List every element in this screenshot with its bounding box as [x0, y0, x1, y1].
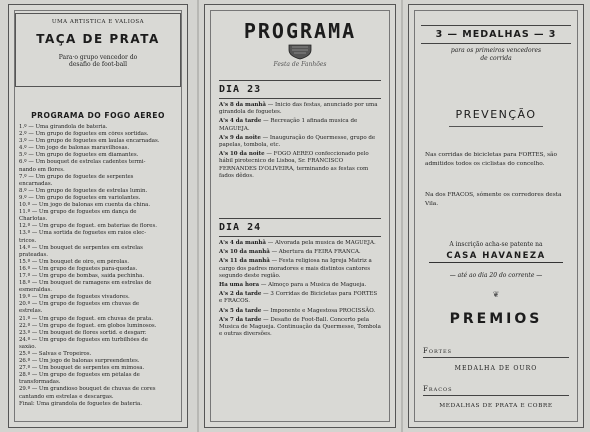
middle-panel: [204, 4, 396, 428]
event-time: A's 4 da tarde: [219, 118, 262, 125]
event-item: [219, 317, 381, 339]
fogo-item: 15.º — Um bouquet de oiro, em pérolas.: [19, 258, 129, 265]
event-time: A's 8 da manhã: [219, 102, 266, 108]
fogo-item: encarnadas.: [19, 180, 53, 187]
fogo-item: 25.º — Salvas e Tropeiros.: [19, 351, 92, 357]
event-description: — 3 Corridas de Bicicletas para FORTES e FRACOS.: [219, 291, 378, 305]
fogo-item: 12.º — Um grupo de foguet. em baterias de flores.: [19, 223, 157, 230]
event-description: — Abertura da FEIRA FRANCA.: [271, 249, 361, 256]
fogo-item: 27.º — Um bouquet de serpentes em mimosa.: [19, 365, 145, 372]
event-description: — Almoço para a Musica de Magueja.: [260, 282, 367, 289]
event-item: [219, 135, 381, 149]
trophy-sub2: desafio de foot-ball: [68, 61, 127, 68]
medalhas-sub1: para os primeiros vencedores: [450, 47, 542, 54]
fogo-item: 7.º — Um grupo de foguetes de serpentes: [19, 173, 134, 180]
event-item: [219, 258, 381, 280]
fogo-item: tricos.: [19, 237, 37, 244]
medalhas-sub2: de corrida: [480, 55, 512, 62]
day2-section: [219, 215, 381, 340]
event-item: [219, 118, 381, 132]
fogo-item: 8.º — Um grupo de foguetes de estrelas lumin.: [19, 187, 148, 194]
programa-subtitle: Festa de Fanhões: [273, 61, 327, 68]
event-description: — FOGO AEREO confeccionado pelo hábil pirotecnico de Lisboa, Sr. FRANCISCO FERNANDES D'OLIVEIRA, terminando as festas com fados dêdos.: [219, 151, 369, 179]
event-item: [219, 282, 381, 289]
event-time: A's 10 da noite: [219, 151, 265, 158]
event-time: A's 9 da noite: [219, 134, 261, 141]
casa-havaneza: CASA HAVANEZA: [429, 251, 563, 263]
day2-heading: DIA 24: [219, 222, 262, 233]
divider: [423, 357, 569, 358]
fogo-item: 17.º — Um grupo de bombas, saída pechinha.: [19, 272, 145, 279]
divider: [219, 80, 381, 81]
event-item: [219, 308, 381, 315]
fogo-item: 13.º — Uma sortida de foguetes em raios elec-: [19, 230, 147, 237]
fogo-item: prateadas.: [19, 251, 48, 258]
fogo-item: 20.º — Um grupo de foguetes em chuvas de: [19, 301, 140, 308]
medalhas-title: 3 — MEDALHAS — 3: [435, 29, 557, 40]
event-time: A's 11 da manhã: [219, 258, 270, 265]
day1-heading: DIA 23: [219, 84, 262, 95]
fogo-item: cantando em estrelas e descargas.: [19, 393, 114, 400]
event-description: — Imponente e Magestosa PROCISSÃO.: [263, 307, 376, 314]
fogo-title: PROGRAMA DO FOGO AEREO: [31, 111, 165, 120]
inscricao-until: — até ao dia 20 do corrente —: [449, 272, 543, 279]
day2-events: [219, 240, 381, 338]
event-item: [219, 102, 381, 116]
fold-line: [197, 0, 199, 432]
fogo-item: 26.º — Um jogo de balonas surpreendentes.: [19, 358, 140, 365]
fold-line: [401, 0, 403, 432]
medalhas-prata: MEDALHAS DE PRATA E COBRE: [439, 403, 553, 409]
event-time: A's 7 da tarde: [219, 316, 262, 323]
event-time: Ha uma hora: [219, 282, 260, 289]
trophy-top-text: UMA ARTISTICA E VALIOSA: [51, 19, 145, 25]
fogo-item: 29.º — Um grandioso bouquet de chuvas de cores: [19, 386, 156, 393]
fogo-item: Final: Uma girandola de foguetes de bateria.: [19, 400, 142, 407]
fogo-item: 16.º — Um grupo de foguetes para-quedas.: [19, 265, 138, 272]
fogo-item: Charlotas.: [19, 216, 48, 223]
right-panel: [408, 4, 584, 428]
fogo-item: nando em flores.: [19, 166, 65, 173]
event-time: A's 5 da tarde: [219, 307, 262, 314]
fogo-item: 3.º — Um grupo de foguetes em laulas encarnadas.: [19, 138, 160, 145]
fogo-item: estrelas.: [19, 308, 43, 315]
fogo-item: 2.º — Um grupo de foguetes em côres sortidas.: [19, 131, 149, 138]
fogo-item: 10.º — Um jogo de balonas em cuenta da china.: [19, 202, 151, 209]
prevencao-p1: Nas corridas de bicicletas para FORTES, são admitidos todos os ciclistas do concelho.: [425, 152, 557, 167]
fogo-item: 28.º — Um grupo de foguetes em pétalas de: [19, 372, 140, 379]
day1-events: [219, 102, 381, 180]
medalhas-box: [421, 25, 571, 44]
event-item: [219, 291, 381, 305]
fogo-item: saxão.: [19, 343, 37, 350]
prevencao-p2: Na dos FRACOS, sómente os corredores desta Vila.: [425, 192, 562, 207]
fogo-item: 18.º — Um bouquet de ramagens em estrelas de: [19, 280, 152, 287]
divider: [219, 98, 381, 99]
divider: [423, 395, 569, 396]
event-item: [219, 240, 381, 247]
fogo-item: 4.º — Um jogo de balonas maravilhosas.: [19, 145, 130, 152]
fogo-item: 6.º — Um bouquet de estrelas cadentes termi-: [19, 159, 146, 166]
right-panel-border: [414, 10, 578, 422]
prevencao-title: PREVENÇÃO: [455, 108, 537, 121]
divider: [449, 126, 543, 127]
trophy-box: [15, 13, 181, 87]
event-description: — Alvorada pela musica de MAGUEJA.: [267, 240, 376, 246]
fogo-list: [19, 124, 177, 408]
trophy-title: TAÇA DE PRATA: [36, 32, 160, 46]
fogo-item: 21.º — Um grupo de foguet. em chuvas de prata.: [19, 315, 153, 322]
fogo-item: 1.º — Uma girandola de bateria.: [19, 124, 108, 130]
fogo-item: 14.º — Um bouquet de serpentes em estrelas: [19, 244, 143, 251]
fogo-section: [19, 111, 177, 408]
event-description: — Recreação 1 afinada musica de MAGUEJA.: [219, 118, 358, 132]
fogo-item: esmeraldas.: [19, 287, 52, 294]
day1-section: [219, 77, 381, 182]
event-time: A's 2 da tarde: [219, 291, 262, 298]
fogo-item: 19.º — Um grupo de foguetes vivadores.: [19, 294, 130, 301]
divider: [219, 236, 381, 237]
fortes-label: Fortes: [423, 347, 453, 355]
medalha-ouro: MEDALHA DE OURO: [454, 365, 538, 372]
event-description: — Inauguração do Quermesse, grupo de papelas, tombola, etc.: [219, 134, 376, 149]
event-item: [219, 151, 381, 180]
trophy-sub1: Para·o grupo vencedor do: [58, 54, 138, 61]
fogo-item: 22.º — Um grupo de foguet. em globos luminosos.: [19, 322, 157, 329]
divider: [219, 218, 381, 219]
event-description: — Desafio de Foot-Ball. Concerto pela Musica de Magueja. Continuação da Quermesse, Tombola e outras diversões.: [219, 316, 381, 338]
premios-title: PREMIOS: [449, 311, 543, 327]
event-description: — Inicio das festas, anunciado por uma girandola de foguetes.: [219, 102, 378, 116]
fogo-item: transformadas.: [19, 379, 61, 386]
event-time: A's 10 da manhã: [219, 249, 270, 256]
fogo-item: 9.º — Um grupo de foguetes em variolantes.: [19, 194, 141, 201]
fracos-label: Fracos: [423, 385, 453, 393]
event-time: A's 4 da manhã: [219, 240, 266, 246]
fogo-item: 23.º — Um bouquet de flores sortid. e desgarr.: [19, 329, 147, 336]
left-panel: [8, 4, 188, 428]
event-item: [219, 249, 381, 256]
fogo-item: 11.º — Um grupo de foguetes em dança de: [19, 209, 137, 216]
fogo-item: 5.º — Um grupo de foguetes em diamantes.: [19, 152, 139, 159]
programa-title: PROGRAMA: [243, 19, 357, 43]
flourish-icon: ❦: [492, 290, 500, 299]
event-description: — Festa religiosa na Igreja Matriz a cargo dos padres moradores e mais distintos cantores segundo deste região.: [219, 258, 372, 279]
inscricao-text: A inscrição acha-se patente na: [449, 241, 543, 248]
fogo-item: 24.º — Um grupo de foguetes em turbilhões de: [19, 336, 148, 343]
